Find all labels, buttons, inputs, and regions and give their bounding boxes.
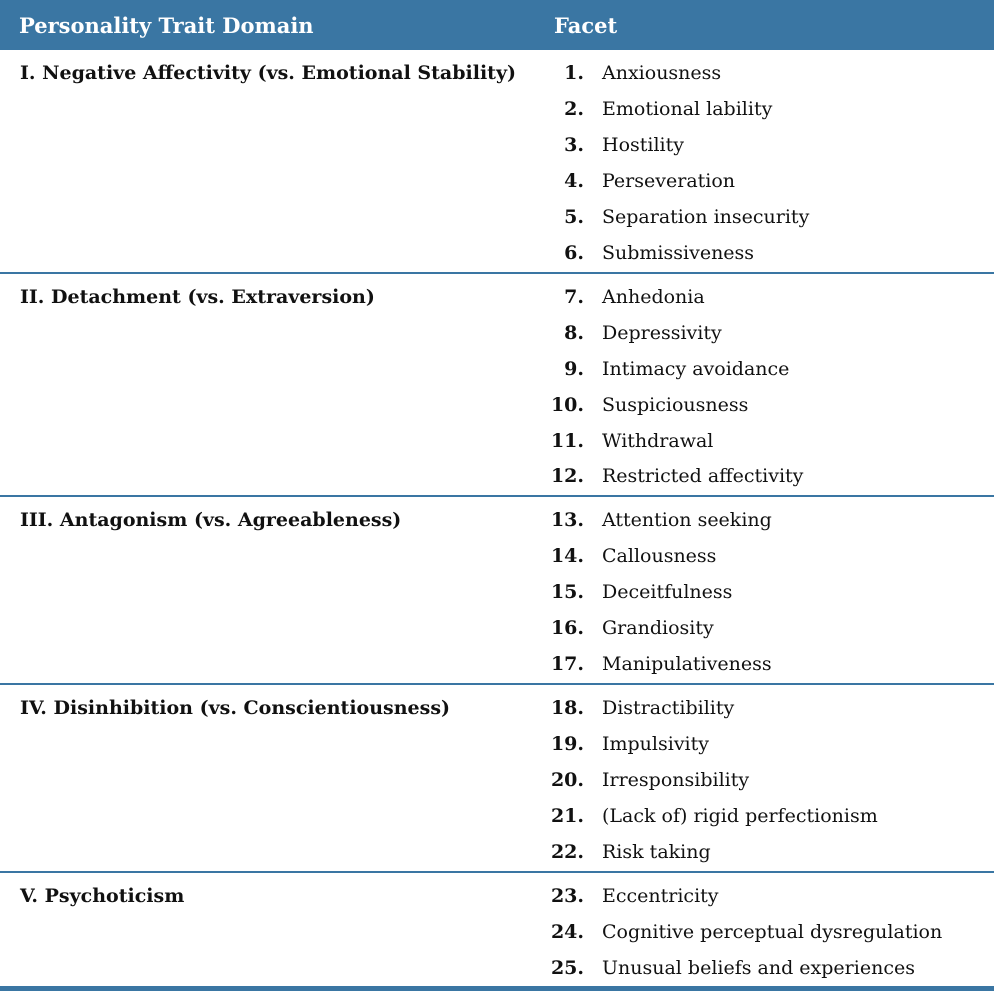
group-divider [0, 871, 994, 873]
facet-name: Hostility [602, 134, 684, 156]
header-domain: Personality Trait Domain [19, 13, 314, 38]
facet-name: (Lack of) rigid perfectionism [602, 805, 878, 827]
facet-name: Deceitfulness [602, 581, 733, 603]
facet-row [540, 834, 994, 870]
facet-name: Suspiciousness [602, 394, 749, 416]
table-header [0, 0, 994, 50]
facet-number: 3. [564, 134, 584, 156]
facet-number: 17. [550, 653, 584, 675]
facet-row [540, 387, 994, 423]
facet-number: 18. [550, 697, 584, 719]
facet-row [540, 55, 994, 91]
domain-name: V. Psychoticism [20, 885, 185, 907]
facet-row [540, 458, 994, 494]
facet-number: 22. [550, 841, 584, 863]
facet-row [540, 199, 994, 235]
facet-name: Eccentricity [602, 885, 719, 907]
facet-name: Depressivity [602, 322, 722, 344]
facet-row [540, 914, 994, 950]
facet-row [540, 878, 994, 914]
facet-row [540, 91, 994, 127]
facet-number: 20. [550, 769, 584, 791]
facet-name: Attention seeking [602, 509, 772, 531]
facet-number: 6. [564, 242, 584, 264]
group-divider [0, 683, 994, 685]
header-facet: Facet [554, 13, 618, 38]
facet-row [540, 646, 994, 682]
facet-name: Distractibility [602, 697, 735, 719]
facet-name: Irresponsibility [602, 769, 750, 791]
facet-number: 25. [550, 957, 584, 979]
facet-name: Perseveration [602, 170, 736, 192]
facet-row [540, 690, 994, 726]
facet-number: 7. [564, 286, 584, 308]
facet-row [540, 235, 994, 271]
domain-name: II. Detachment (vs. Extraversion) [20, 286, 375, 308]
facet-row [540, 538, 994, 574]
facet-number: 10. [550, 394, 584, 416]
facet-name: Manipulativeness [602, 653, 772, 675]
facet-row [540, 950, 994, 986]
facet-name: Withdrawal [602, 430, 714, 452]
group-divider [0, 272, 994, 274]
facet-number: 2. [564, 98, 584, 120]
facet-number: 5. [564, 206, 584, 228]
facet-number: 12. [550, 465, 584, 487]
facet-name: Callousness [602, 545, 717, 567]
domain-name: III. Antagonism (vs. Agreeableness) [20, 509, 402, 531]
facet-row [540, 423, 994, 459]
facet-name: Emotional lability [602, 98, 773, 120]
facet-row [540, 726, 994, 762]
domain-name: I. Negative Affectivity (vs. Emotional Stability) [20, 62, 516, 84]
group-divider [0, 495, 994, 497]
facet-row [540, 163, 994, 199]
facet-name: Risk taking [602, 841, 711, 863]
facet-name: Intimacy avoidance [602, 358, 790, 380]
domain-name: IV. Disinhibition (vs. Conscientiousness) [20, 697, 451, 719]
facet-row [540, 610, 994, 646]
facet-name: Grandiosity [602, 617, 714, 639]
facet-row [540, 574, 994, 610]
facet-number: 19. [550, 733, 584, 755]
facet-number: 8. [564, 322, 584, 344]
facet-number: 16. [550, 617, 584, 639]
facet-name: Unusual beliefs and experiences [602, 957, 915, 979]
facet-number: 4. [564, 170, 584, 192]
facet-number: 15. [550, 581, 584, 603]
table-bottom-border [0, 986, 994, 991]
facet-number: 1. [564, 62, 584, 84]
facet-name: Cognitive perceptual dysregulation [602, 921, 943, 943]
facet-row [540, 127, 994, 163]
facet-name: Separation insecurity [602, 206, 810, 228]
facet-row [540, 798, 994, 834]
facet-number: 23. [550, 885, 584, 907]
facet-name: Impulsivity [602, 733, 710, 755]
facet-row [540, 502, 994, 538]
facet-number: 21. [550, 805, 584, 827]
facet-row [540, 762, 994, 798]
facet-name: Restricted affectivity [602, 465, 804, 487]
facet-row [540, 279, 994, 315]
facet-row [540, 351, 994, 387]
facet-number: 11. [550, 430, 584, 452]
facet-number: 14. [550, 545, 584, 567]
facet-name: Anhedonia [602, 286, 705, 308]
facet-row [540, 315, 994, 351]
facet-number: 24. [550, 921, 584, 943]
facet-name: Anxiousness [602, 62, 722, 84]
facet-name: Submissiveness [602, 242, 755, 264]
facet-number: 9. [564, 358, 584, 380]
facet-number: 13. [550, 509, 584, 531]
